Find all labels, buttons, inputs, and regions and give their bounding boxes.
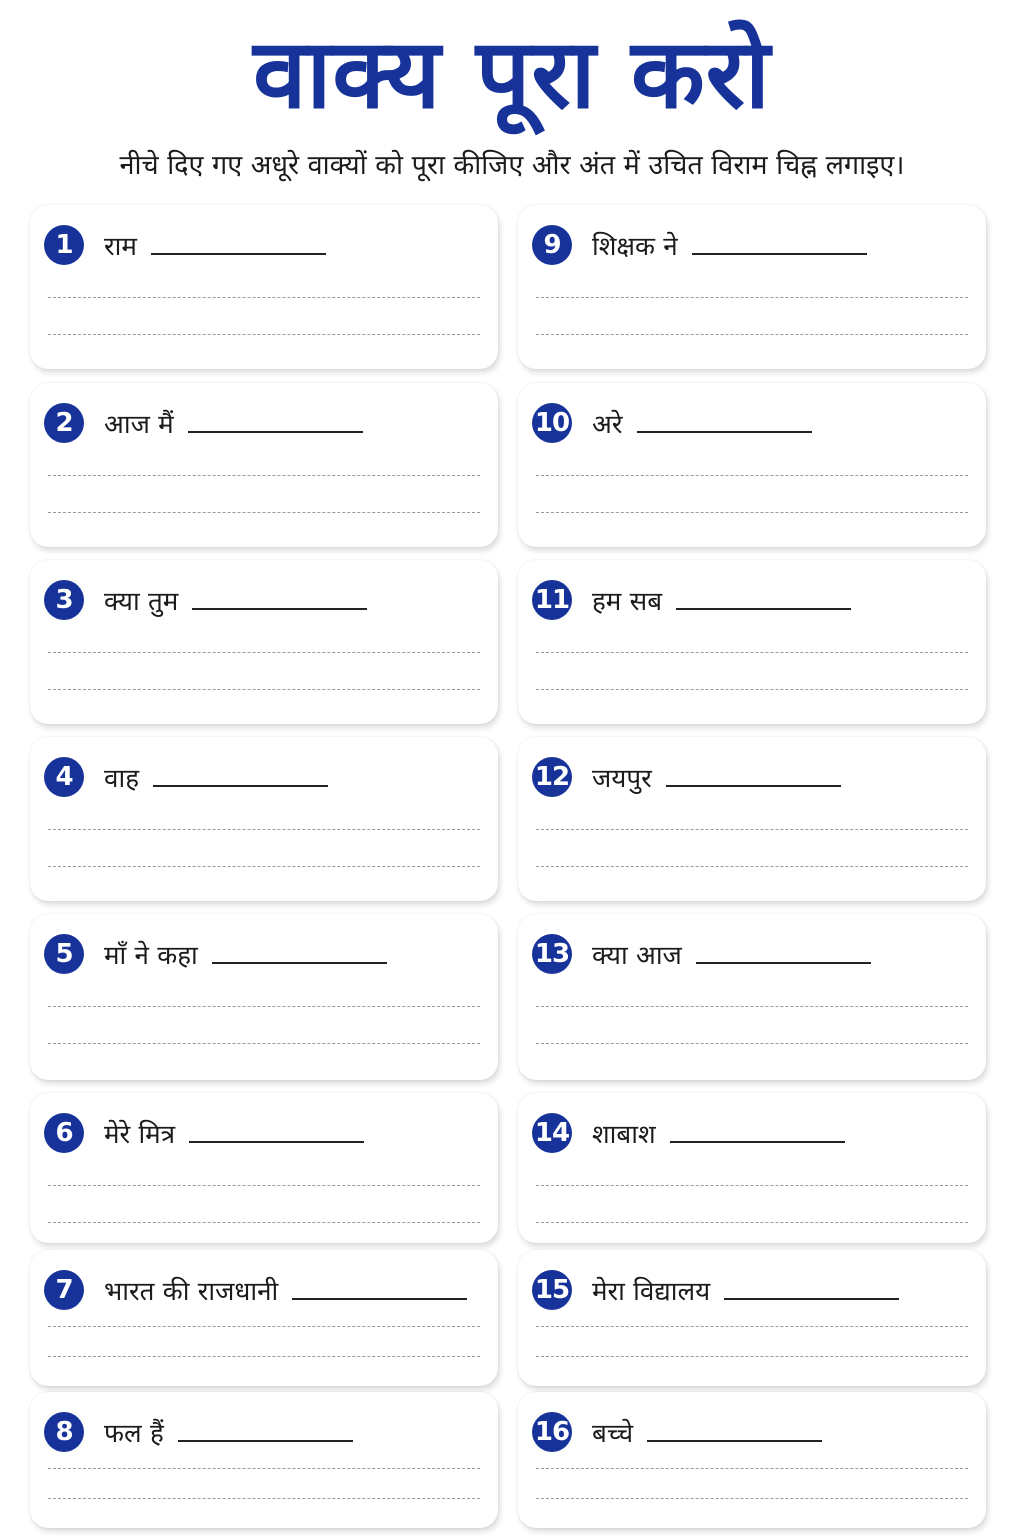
worksheet-instruction: नीचे दिए गए अधूरे वाक्यों को पूरा कीजिए और अंत में उचित विराम चिह्न लगाइए। bbox=[119, 150, 905, 181]
exercise-card bbox=[518, 1392, 986, 1528]
fill-in-blank[interactable] bbox=[212, 934, 387, 964]
sentence-prompt: राम bbox=[104, 232, 137, 262]
answer-line[interactable] bbox=[536, 475, 968, 476]
sentence-prompt: शाबाश bbox=[592, 1120, 656, 1150]
answer-line[interactable] bbox=[48, 1185, 480, 1186]
fill-in-blank[interactable] bbox=[696, 934, 871, 964]
exercise-card bbox=[30, 737, 498, 901]
fill-in-blank[interactable] bbox=[666, 757, 841, 787]
exercise-card bbox=[30, 1250, 498, 1386]
sentence-prompt: मेरे मित्र bbox=[104, 1120, 176, 1150]
answer-line[interactable] bbox=[48, 829, 480, 830]
exercise-card bbox=[518, 205, 986, 369]
fill-in-blank[interactable] bbox=[188, 403, 363, 433]
question-number-badge: 11 bbox=[532, 580, 572, 620]
exercise-card bbox=[518, 560, 986, 724]
answer-line[interactable] bbox=[536, 512, 968, 513]
exercise-card bbox=[30, 914, 498, 1080]
answer-line[interactable] bbox=[536, 1043, 968, 1044]
fill-in-blank[interactable] bbox=[692, 225, 867, 255]
exercise-header bbox=[44, 403, 363, 443]
fill-in-blank[interactable] bbox=[647, 1412, 822, 1442]
sentence-prompt: हम सब bbox=[592, 587, 663, 617]
question-number-badge: 1 bbox=[44, 225, 84, 265]
sentence-prompt: वाह bbox=[104, 764, 139, 794]
answer-line[interactable] bbox=[536, 334, 968, 335]
answer-line[interactable] bbox=[536, 1356, 968, 1357]
exercise-header bbox=[532, 403, 812, 443]
answer-line[interactable] bbox=[536, 1222, 968, 1223]
answer-line[interactable] bbox=[536, 689, 968, 690]
fill-in-blank[interactable] bbox=[153, 757, 328, 787]
exercise-header bbox=[44, 225, 326, 265]
question-number-badge: 4 bbox=[44, 757, 84, 797]
exercise-card bbox=[518, 1250, 986, 1386]
question-number-badge: 3 bbox=[44, 580, 84, 620]
exercise-card bbox=[30, 1392, 498, 1528]
question-number-badge: 5 bbox=[44, 934, 84, 974]
answer-line[interactable] bbox=[48, 652, 480, 653]
exercise-header bbox=[532, 1412, 822, 1452]
sentence-prompt: बच्चे bbox=[592, 1419, 634, 1449]
exercise-header bbox=[44, 1113, 364, 1153]
exercise-header bbox=[44, 934, 387, 974]
exercise-card bbox=[30, 1093, 498, 1243]
answer-line[interactable] bbox=[48, 1356, 480, 1357]
exercise-header bbox=[44, 1412, 353, 1452]
exercise-card bbox=[518, 914, 986, 1080]
question-number-badge: 12 bbox=[532, 757, 572, 797]
exercise-header bbox=[44, 1270, 467, 1310]
answer-line[interactable] bbox=[48, 1468, 480, 1469]
question-number-badge: 13 bbox=[532, 934, 572, 974]
answer-line[interactable] bbox=[48, 512, 480, 513]
answer-line[interactable] bbox=[536, 297, 968, 298]
fill-in-blank[interactable] bbox=[189, 1113, 364, 1143]
question-number-badge: 15 bbox=[532, 1270, 572, 1310]
answer-line[interactable] bbox=[48, 297, 480, 298]
sentence-prompt: क्या आज bbox=[592, 941, 682, 971]
sentence-prompt: शिक्षक ने bbox=[592, 232, 678, 262]
fill-in-blank[interactable] bbox=[670, 1113, 845, 1143]
exercise-card bbox=[518, 737, 986, 901]
fill-in-blank[interactable] bbox=[676, 580, 851, 610]
fill-in-blank[interactable] bbox=[292, 1270, 467, 1300]
answer-line[interactable] bbox=[48, 1006, 480, 1007]
fill-in-blank[interactable] bbox=[151, 225, 326, 255]
exercise-header bbox=[532, 757, 841, 797]
exercise-card bbox=[30, 383, 498, 547]
answer-line[interactable] bbox=[536, 829, 968, 830]
exercise-header bbox=[532, 1270, 899, 1310]
sentence-prompt: मेरा विद्यालय bbox=[592, 1277, 711, 1307]
answer-line[interactable] bbox=[48, 1222, 480, 1223]
question-number-badge: 7 bbox=[44, 1270, 84, 1310]
answer-line[interactable] bbox=[536, 1006, 968, 1007]
answer-line[interactable] bbox=[48, 1498, 480, 1499]
answer-line[interactable] bbox=[536, 1468, 968, 1469]
answer-line[interactable] bbox=[48, 866, 480, 867]
question-number-badge: 10 bbox=[532, 403, 572, 443]
fill-in-blank[interactable] bbox=[192, 580, 367, 610]
exercise-card bbox=[30, 560, 498, 724]
answer-line[interactable] bbox=[536, 1498, 968, 1499]
exercise-card bbox=[518, 1093, 986, 1243]
answer-line[interactable] bbox=[48, 334, 480, 335]
answer-line[interactable] bbox=[536, 652, 968, 653]
worksheet-title: वाक्य पूरा करो bbox=[253, 18, 771, 130]
question-number-badge: 6 bbox=[44, 1113, 84, 1153]
sentence-prompt: आज मैं bbox=[104, 410, 174, 440]
question-number-badge: 8 bbox=[44, 1412, 84, 1452]
fill-in-blank[interactable] bbox=[178, 1412, 353, 1442]
question-number-badge: 2 bbox=[44, 403, 84, 443]
exercise-header bbox=[532, 1113, 845, 1153]
answer-line[interactable] bbox=[48, 475, 480, 476]
answer-line[interactable] bbox=[48, 689, 480, 690]
question-number-badge: 14 bbox=[532, 1113, 572, 1153]
answer-line[interactable] bbox=[536, 866, 968, 867]
sentence-prompt: अरे bbox=[592, 410, 623, 440]
answer-line[interactable] bbox=[536, 1185, 968, 1186]
exercise-header bbox=[532, 934, 871, 974]
exercise-header bbox=[44, 757, 328, 797]
answer-line[interactable] bbox=[536, 1326, 968, 1327]
sentence-prompt: माँ ने कहा bbox=[104, 941, 198, 971]
fill-in-blank[interactable] bbox=[637, 403, 812, 433]
exercise-header bbox=[532, 580, 851, 620]
sentence-prompt: क्या तुम bbox=[104, 587, 179, 617]
fill-in-blank[interactable] bbox=[724, 1270, 899, 1300]
exercise-header bbox=[532, 225, 867, 265]
question-number-badge: 9 bbox=[532, 225, 572, 265]
sentence-prompt: भारत की राजधानी bbox=[104, 1277, 279, 1307]
answer-line[interactable] bbox=[48, 1043, 480, 1044]
exercise-card bbox=[518, 383, 986, 547]
sentence-prompt: जयपुर bbox=[592, 764, 652, 794]
exercise-header bbox=[44, 580, 367, 620]
answer-line[interactable] bbox=[48, 1326, 480, 1327]
question-number-badge: 16 bbox=[532, 1412, 572, 1452]
sentence-prompt: फल हैं bbox=[104, 1419, 164, 1449]
exercise-card bbox=[30, 205, 498, 369]
